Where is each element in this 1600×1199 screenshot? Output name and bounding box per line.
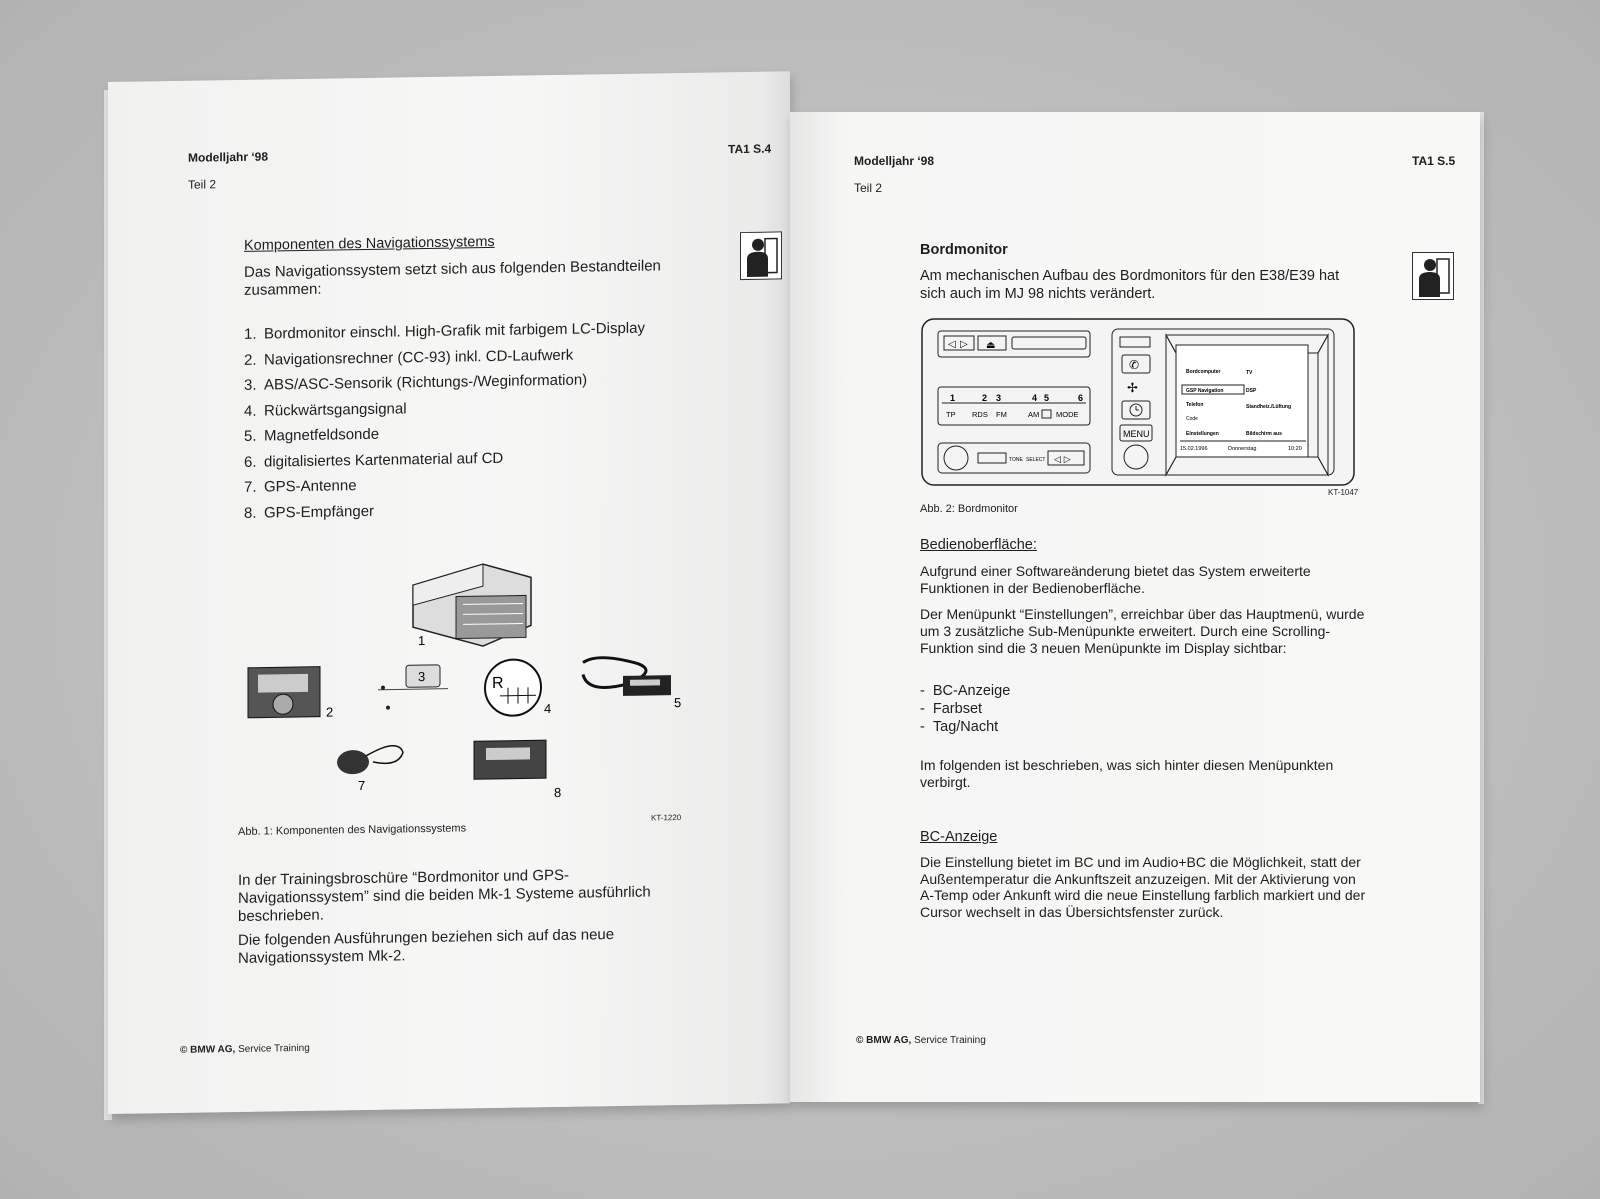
fan-icon: ✢	[1127, 381, 1138, 396]
list-item: 1. Bordmonitor einschl. High-Grafik mit farbigem LC-Display	[244, 319, 645, 343]
list-item: - BC-Anzeige	[920, 683, 1011, 699]
screen-item: GSP Navigation	[1186, 388, 1224, 394]
preset-button: 3	[996, 393, 1002, 403]
figure-code-right: KT-1047	[1328, 488, 1359, 497]
right-page-code: TA1 S.5	[1412, 154, 1456, 168]
list-item: 6. digitalisiertes Kartenmaterial auf CD	[244, 449, 504, 471]
right-header-title: Modelljahr ‘98	[854, 154, 935, 168]
screen-item: Code	[1186, 416, 1198, 422]
preset-button: 5	[1044, 393, 1050, 403]
left-section-title: Komponenten des Navigationssystems	[244, 233, 495, 254]
screen-item: Standheiz./Lüftung	[1246, 404, 1291, 410]
menu-button: MENU	[1123, 429, 1150, 439]
abs-sensor-drawing	[378, 665, 448, 710]
screen-time: 10:20	[1288, 446, 1302, 452]
list-item: 3. ABS/ASC-Sensorik (Richtungs-/Weginformation)	[244, 371, 588, 394]
radio-label-am: AM	[1028, 410, 1040, 419]
phone-icon: ✆	[1129, 358, 1140, 372]
seek-right-icon: ▷	[960, 339, 968, 350]
left-paragraph-1: In der Trainingsbroschüre “Bordmonitor und GPS-Navigationssystem” sind die beiden Mk-1 Systeme ausführlich beschrieben.	[238, 866, 651, 925]
list-item: 7. GPS-Antenne	[244, 477, 357, 496]
preset-button: 1	[950, 393, 956, 403]
left-intro: Das Navigationssystem setzt sich aus folgenden Bestandteilen zusammen:	[244, 257, 661, 299]
right-paragraph-1: Aufgrund einer Softwareänderung bietet das System erweiterte Funktionen in der Bedienoberfläche.	[920, 563, 1311, 596]
components-figure	[238, 553, 698, 810]
left-paragraph-2: Die folgenden Ausführungen beziehen sich auf das neue Navigationssystem Mk-2.	[238, 926, 615, 967]
tape-seek-icon: ◁ ▷	[1054, 455, 1071, 465]
left-page-code: TA1 S.4	[728, 141, 772, 157]
figure-label-7: 7	[358, 777, 366, 794]
new-menu-items	[920, 682, 1010, 736]
magnetic-sensor-drawing	[583, 657, 671, 697]
gear-letter: R	[492, 674, 504, 692]
screen-item: TV	[1246, 370, 1253, 376]
nav-computer-drawing	[248, 667, 320, 718]
list-item: - Farbset	[920, 701, 983, 717]
bordmonitor-figure	[920, 317, 1360, 497]
list-item: 2. Navigationsrechner (CC-93) inkl. CD-Laufwerk	[244, 346, 574, 369]
tone-button: TONE	[1009, 457, 1023, 463]
figure-caption-left: Abb. 1: Komponenten des Navigationssystems	[238, 822, 467, 838]
radio-label-fm: FM	[996, 410, 1007, 419]
right-header-subtitle: Teil 2	[854, 181, 883, 195]
left-page	[108, 71, 790, 1114]
eject-icon: ⏏	[986, 340, 996, 351]
left-footer: © BMW AG, Service Training	[180, 1042, 310, 1056]
preset-button: 4	[1032, 393, 1038, 403]
screen-item: Telefon	[1186, 402, 1204, 408]
right-intro: Am mechanischen Aufbau des Bordmonitors für den E38/E39 hat sich auch im MJ 98 nichts verändert.	[920, 268, 1340, 302]
screen-date: 15.02.1996	[1180, 446, 1208, 452]
figure-label-8: 8	[554, 784, 562, 800]
figure-label-1: 1	[418, 633, 426, 649]
list-item: 4. Rückwärtsgangsignal	[244, 399, 407, 420]
radio-label-tp: TP	[946, 410, 956, 419]
left-header-title: Modelljahr ‘98	[188, 149, 269, 165]
figure-label-4: 4	[544, 701, 552, 717]
figure-label-5: 5	[674, 694, 682, 711]
figure-caption-right: Abb. 2: Bordmonitor	[920, 503, 1018, 515]
right-paragraph-4: Die Einstellung bietet im BC und im Audio+BC die Möglichkeit, statt der Außentemperatur die Ankunftszeit anzuzeigen. Mit der Aktivierung von A-Temp oder Ankunft wird die neue Einstellung farblich markiert und der Cursor wechselt in das Übersichtsfenster zurück.	[920, 854, 1366, 920]
person-icon	[740, 231, 782, 280]
radio-label-mode: MODE	[1056, 410, 1079, 419]
right-section-title: Bordmonitor	[920, 242, 1008, 258]
radio-label-rds: RDS	[972, 410, 988, 419]
screen-item: Bildschirm aus	[1246, 431, 1282, 437]
subhead-bedienoberflaeche: Bedienoberfläche:	[920, 537, 1037, 553]
left-header-subtitle: Teil 2	[188, 177, 217, 192]
list-item: - Tag/Nacht	[920, 719, 999, 735]
right-footer: © BMW AG, Service Training	[856, 1035, 986, 1046]
preset-button: 6	[1078, 393, 1084, 403]
seek-left-icon: ◁	[948, 339, 956, 350]
screen-item: DSP	[1246, 388, 1257, 394]
preset-button: 2	[982, 393, 988, 403]
right-paragraph-3: Im folgenden ist beschrieben, was sich hinter diesen Menüpunkten verbirgt.	[920, 757, 1334, 790]
figure-code-left: KT-1220	[651, 812, 682, 823]
screen-item: Bordcomputer	[1186, 369, 1221, 375]
list-item: 5. Magnetfeldsonde	[244, 425, 380, 445]
person-icon	[1412, 252, 1454, 300]
bordmonitor-drawing	[413, 563, 531, 647]
right-page	[790, 112, 1480, 1102]
gps-receiver-drawing	[474, 740, 546, 779]
right-paragraph-2: Der Menüpunkt “Einstellungen”, erreichbar über das Hauptmenü, wurde um 3 zusätzliche Sub-Menüpunkte erweitert. Durch eine Scrolling-Funktion sind die 3 neuen Menüpunkte im Display sichtbar:	[920, 606, 1365, 656]
gps-antenna-drawing	[337, 746, 403, 775]
display-screen	[1176, 345, 1308, 457]
component-list	[244, 319, 704, 530]
figure-label-2: 2	[326, 704, 334, 720]
screen-item: Einstellungen	[1186, 431, 1219, 437]
subhead-bc-anzeige: BC-Anzeige	[920, 829, 998, 845]
list-item: 8. GPS-Empfänger	[244, 502, 375, 522]
screen-day: Donnerstag	[1228, 446, 1257, 452]
select-button: SELECT	[1026, 457, 1046, 463]
figure-label-3: 3	[418, 669, 426, 685]
